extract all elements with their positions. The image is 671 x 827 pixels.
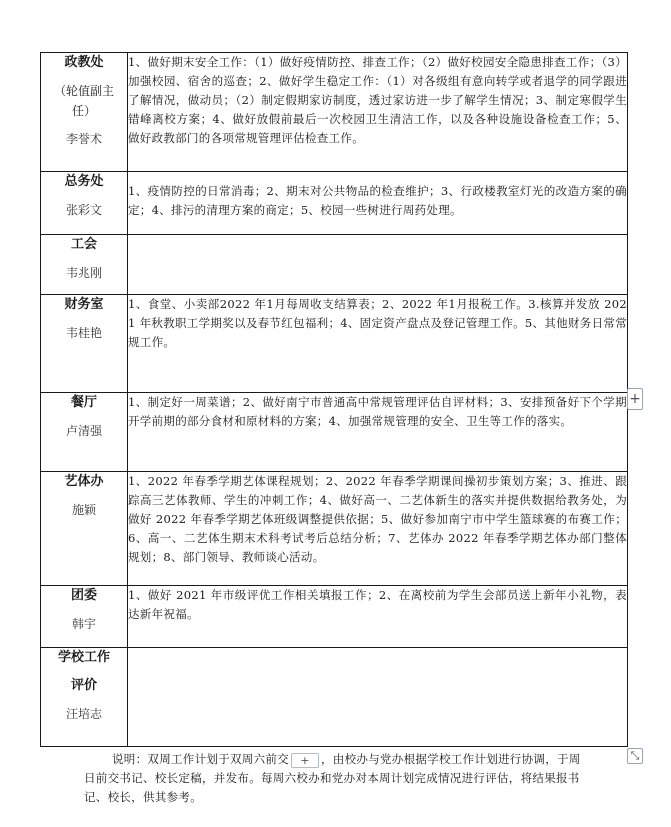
- dept-cell-canteen: [41, 393, 128, 472]
- dept-person: 李誉术: [65, 132, 102, 146]
- dept-cell-evaluation: [41, 648, 128, 747]
- table-row: [41, 648, 628, 747]
- note-text-part1: 说明：双周工作计划于双周六前交: [112, 752, 289, 766]
- table-row: [41, 235, 628, 295]
- dept-name: 政教处: [64, 55, 104, 70]
- dept-name: 团委: [70, 588, 97, 603]
- table-row: [41, 586, 628, 648]
- dept-cell-general-affairs: [41, 172, 128, 235]
- dept-cell-political: [41, 53, 128, 172]
- dept-cell-finance: [41, 295, 128, 393]
- row-add-button[interactable]: +: [291, 753, 319, 768]
- dept-person: 卢清强: [65, 424, 102, 438]
- dept-person: 韦桂艳: [65, 326, 102, 340]
- dept-person: 张彩文: [65, 203, 102, 217]
- table-row: [41, 295, 628, 393]
- dept-cell-youth-league: [41, 586, 128, 648]
- dept-cell-union: [41, 235, 128, 295]
- footer-note: [84, 750, 584, 807]
- page-top-margin: [0, 0, 671, 52]
- content-cell[interactable]: 1、2022 年春季学期艺体课程规划；2、2022 年春季学期课间操初步策划方案；3、推进、跟踪高三艺体教师、学生的冲刺工作；4、做好高一、二艺体新生的落实并提供数据给教务处，为做好 2022 年春季学期艺体班级调整提供依据；5、做好参加南宁市中学生篮球赛的布赛工作；6、高一、二艺体生期末术科考试考后总结分析；7、艺体办 2022 年春季学期艺体办部门整体规划；8、部门领导、教师谈心活动。: [128, 472, 628, 586]
- content-cell[interactable]: 1、做好期末安全工作：（1）做好疫情防控、排查工作；（2）做好校园安全隐患排查工作；（3）加强校园、宿舍的巡查；2、做好学生稳定工作：（1）对各级组有意向转学或者退学的同学跟进了解情况，做动员；（2）制定假期家访制度，透过家访进一步了解学生情况；3、制定寒假学生错峰离校方案；4、做好放假前最后一次校园卫生清洁工作，以及各种设施设备检查工作；5、做好政教部门的各项常规管理评估检查工作。: [128, 53, 628, 172]
- content-cell[interactable]: 1、制定好一周菜谱；2、做好南宁市普通高中常规管理评估自评材料；3、安排预备好下个学期开学前期的部分食材和原材料的方案；4、加强常规管理的安全、卫生等工作的落实。: [128, 393, 628, 472]
- content-cell[interactable]: 1、做好 2021 年市级评优工作相关填报工作；2、在离校前为学生会部员送上新年小礼物，表达新年祝福。: [128, 586, 628, 648]
- table-add-column-handle[interactable]: +: [627, 388, 643, 410]
- dept-subtitle: （轮值副主任）: [53, 84, 114, 118]
- table-row: [41, 472, 628, 586]
- dept-name: 工会: [70, 237, 97, 252]
- content-cell[interactable]: 1、疫情防控的日常消毒；2、期末对公共物品的检查维护；3、行政楼教室灯光的改造方案的确定；4、排污的清理方案的商定；5、校园一些树进行周药处理。: [128, 172, 628, 235]
- dept-name: 财务室: [64, 297, 104, 312]
- dept-name: 餐厅: [70, 395, 97, 410]
- dept-name: 艺体办: [64, 474, 104, 489]
- dept-person: 施颖: [71, 503, 96, 517]
- content-cell[interactable]: [128, 235, 628, 295]
- dept-name: 总务处: [64, 174, 104, 189]
- table-row: [41, 393, 628, 472]
- dept-person: 韦兆刚: [65, 266, 102, 280]
- dept-name-line1: 学校工作: [57, 650, 110, 665]
- work-plan-table: [40, 52, 628, 747]
- table-resize-handle[interactable]: ⤡: [627, 748, 643, 764]
- dept-cell-arts-sports: [41, 472, 128, 586]
- table-row: [41, 172, 628, 235]
- dept-name-line2: 评价: [70, 678, 97, 693]
- dept-person: 韩宇: [71, 617, 96, 631]
- content-cell[interactable]: [128, 648, 628, 747]
- note-text-part2: ，由校办与党办根据学校工作计划进行协调，于周日前交书记、校长定稿，并发布。每周六校办和党办对本周计划完成情况进行评估，将结果报书记、校长，供其参考。: [84, 752, 581, 804]
- table-row: [41, 53, 628, 172]
- content-cell[interactable]: 1、食堂、小卖部2022 年1月每周收支结算表；2、2022 年1月报税工作。3.核算并发放 2021 年秋教职工学期奖以及春节红包福利；4、固定资产盘点及登记管理工作。5、其他财务日常常规工作。: [128, 295, 628, 393]
- dept-person: 汪培志: [65, 707, 102, 721]
